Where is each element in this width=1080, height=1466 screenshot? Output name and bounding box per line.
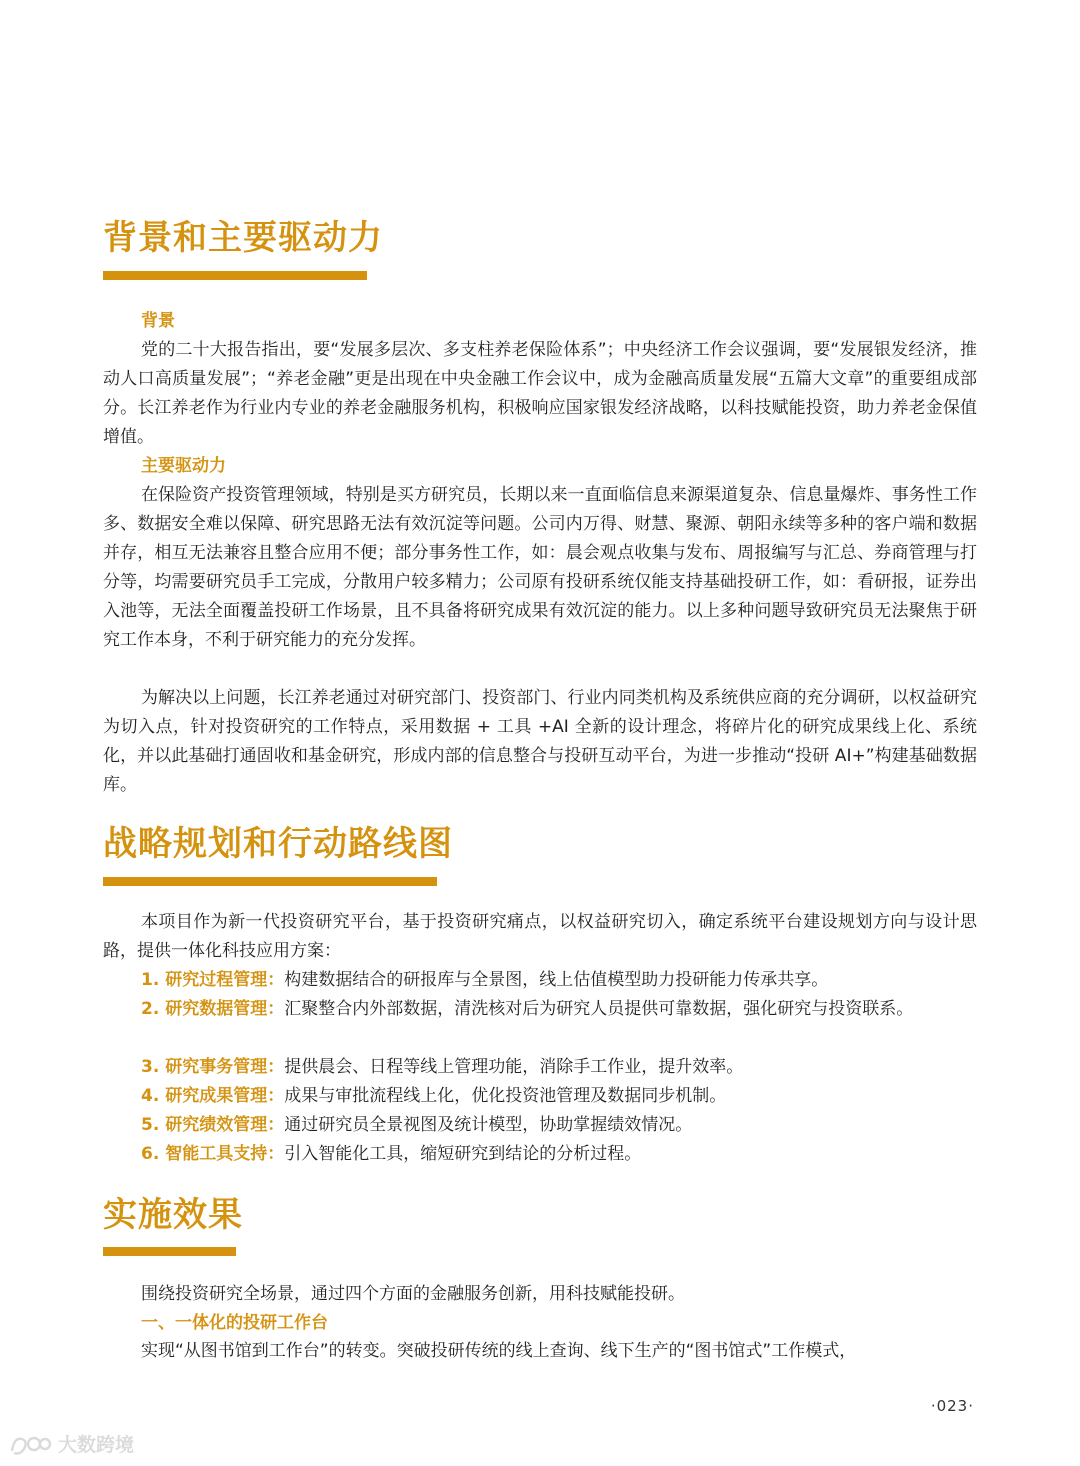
section-title-strategy: 战略规划和行动路线图 — [103, 824, 453, 864]
subheading-workbench: 一、一体化的投研工作台 — [141, 1313, 328, 1333]
list-item — [103, 1053, 977, 1082]
list-item-label: 1. 研究过程管理： — [141, 970, 285, 990]
title-underline — [103, 271, 367, 280]
section-title-effect: 实施效果 — [103, 1195, 243, 1235]
list-item-text: 成果与审批流程线上化，优化投资池管理及数据同步机制。 — [284, 1086, 727, 1106]
watermark — [8, 1430, 134, 1457]
list-item-text: 引入智能化工具，缩短研究到结论的分析过程。 — [284, 1144, 642, 1164]
watermark-logo-icon — [8, 1431, 52, 1457]
page-number: ·023· — [930, 1397, 974, 1415]
list-item-text: 构建数据结合的研报库与全景图，线上估值模型助力投研能力传承共享。 — [284, 970, 829, 990]
paragraph-drivers: 在保险资产投资管理领域，特别是买方研究员，长期以来一直面临信息来源渠道复杂、信息量爆炸、事务性工作多、数据安全难以保障、研究思路无法有效沉淀等问题。公司内万得、财慧、聚源、朝阳永续等多种的客户端和数据并存，相互无法兼容且整合应用不便；部分事务性工作，如：晨会观点收集与发布、周报编写与汇总、券商管理与打分等，均需要研究员手工完成，分散用户较多精力；公司原有投研系统仅能支持基础投研工作，如：看研报，证券出入池等，无法全面覆盖投研工作场景，且不具备将研究成果有效沉淀的能力。以上多种问题导致研究员无法聚焦于研究工作本身，不利于研究能力的充分发挥。 — [103, 485, 977, 650]
title-underline — [103, 877, 437, 886]
list-item — [103, 995, 977, 1024]
list-item-label: 5. 研究绩效管理： — [141, 1115, 285, 1135]
watermark-text: 大数跨境 — [58, 1434, 135, 1456]
list-item — [103, 1140, 977, 1169]
list-item — [103, 966, 977, 995]
list-item-text: 提供晨会、日程等线上管理功能，消除手工作业，提升效率。 — [284, 1057, 744, 1077]
title-underline — [103, 1247, 236, 1256]
paragraph-workbench: 实现“从图书馆到工作台”的转变。突破投研传统的线上查询、线下生产的“图书馆式”工作模式， — [141, 1341, 857, 1361]
paragraph-effect-intro: 围绕投资研究全场景，通过四个方面的金融服务创新，用科技赋能投研。 — [141, 1284, 685, 1304]
list-item-text: 汇聚整合内外部数据，清洗核对后为研究人员提供可靠数据，强化研究与投资联系。 — [284, 999, 914, 1019]
paragraph-strategy-intro: 本项目作为新一代投资研究平台，基于投资研究痛点，以权益研究切入，确定系统平台建设规划方向与设计思路，提供一体化科技应用方案： — [103, 912, 977, 961]
list-item-label: 6. 智能工具支持： — [141, 1144, 285, 1164]
list-item-label: 3. 研究事务管理： — [141, 1057, 285, 1077]
list-item — [103, 1082, 977, 1111]
section-title-background: 背景和主要驱动力 — [103, 218, 383, 258]
list-item-label: 4. 研究成果管理： — [141, 1086, 285, 1106]
list-item-text: 通过研究员全景视图及统计模型，协助掌握绩效情况。 — [284, 1115, 693, 1135]
list-item-label: 2. 研究数据管理： — [141, 999, 285, 1019]
paragraph-solution: 为解决以上问题，长江养老通过对研究部门、投资部门、行业内同类机构及系统供应商的充分调研，以权益研究为切入点，针对投资研究的工作特点，采用数据 + 工具 +AI 全新的设计理念，将碎片化的研究成果线上化、系统化，并以此基础打通固收和基金研究，形成内部的信息整合与投研互动平台，为进一步推动“投研 AI+”构建基础数据库。 — [103, 688, 977, 795]
subheading-background: 背景 — [141, 311, 175, 331]
paragraph-background: 党的二十大报告指出，要“发展多层次、多支柱养老保险体系”；中央经济工作会议强调，要“发展银发经济，推动人口高质量发展”；“养老金融”更是出现在中央金融工作会议中，成为金融高质量发展“五篇大文章”的重要组成部分。长江养老作为行业内专业的养老金融服务机构，积极响应国家银发经济战略，以科技赋能投资，助力养老金保值增值。 — [103, 340, 977, 447]
subheading-drivers: 主要驱动力 — [141, 456, 226, 476]
list-item — [103, 1111, 977, 1140]
